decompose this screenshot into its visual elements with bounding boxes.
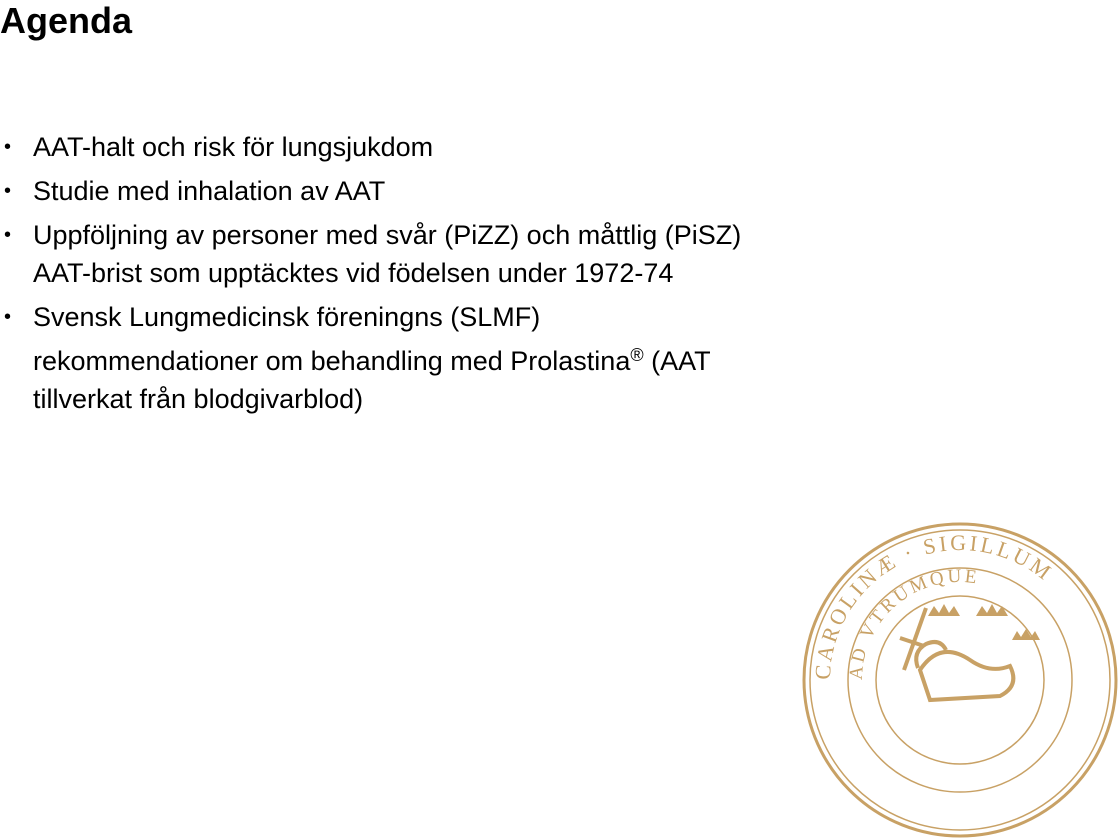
bullet-icon: • <box>4 136 12 158</box>
agenda-item-text-part: (AAT <box>651 346 711 376</box>
agenda-item-text <box>33 336 900 380</box>
agenda-item <box>0 172 900 210</box>
agenda-item-text: Uppföljning av personer med svår (PiZZ) och måttlig (PiSZ) <box>33 220 742 250</box>
agenda-item-text: Svensk Lungmedicinsk föreningns (SLMF) <box>33 302 541 332</box>
slide-title: Agenda <box>0 0 133 41</box>
bullet-icon: • <box>4 306 12 328</box>
university-seal-icon <box>800 520 1120 840</box>
agenda-item <box>0 298 900 418</box>
agenda-item-text: Studie med inhalation av AAT <box>33 176 386 206</box>
agenda-item-text: tillverkat från blodgivarblod) <box>33 384 364 414</box>
svg-text:CAROLINÆ · SIGILLUM: CAROLINÆ · SIGILLUM <box>809 530 1059 681</box>
bullet-icon: • <box>4 224 12 246</box>
agenda-item <box>0 216 900 292</box>
agenda-item <box>0 128 900 166</box>
svg-text:AD VTRUMQUE: AD VTRUMQUE <box>845 565 981 681</box>
agenda-item-text: AAT-brist som upptäcktes vid födelsen under 1972-74 <box>33 258 674 288</box>
bullet-icon: • <box>4 180 12 202</box>
agenda-item-text-part: rekommendationer om behandling med Prolastina <box>33 346 631 376</box>
agenda-item-text: AAT-halt och risk för lungsjukdom <box>33 132 434 162</box>
agenda-list <box>0 128 900 424</box>
registered-mark: ® <box>630 345 644 365</box>
